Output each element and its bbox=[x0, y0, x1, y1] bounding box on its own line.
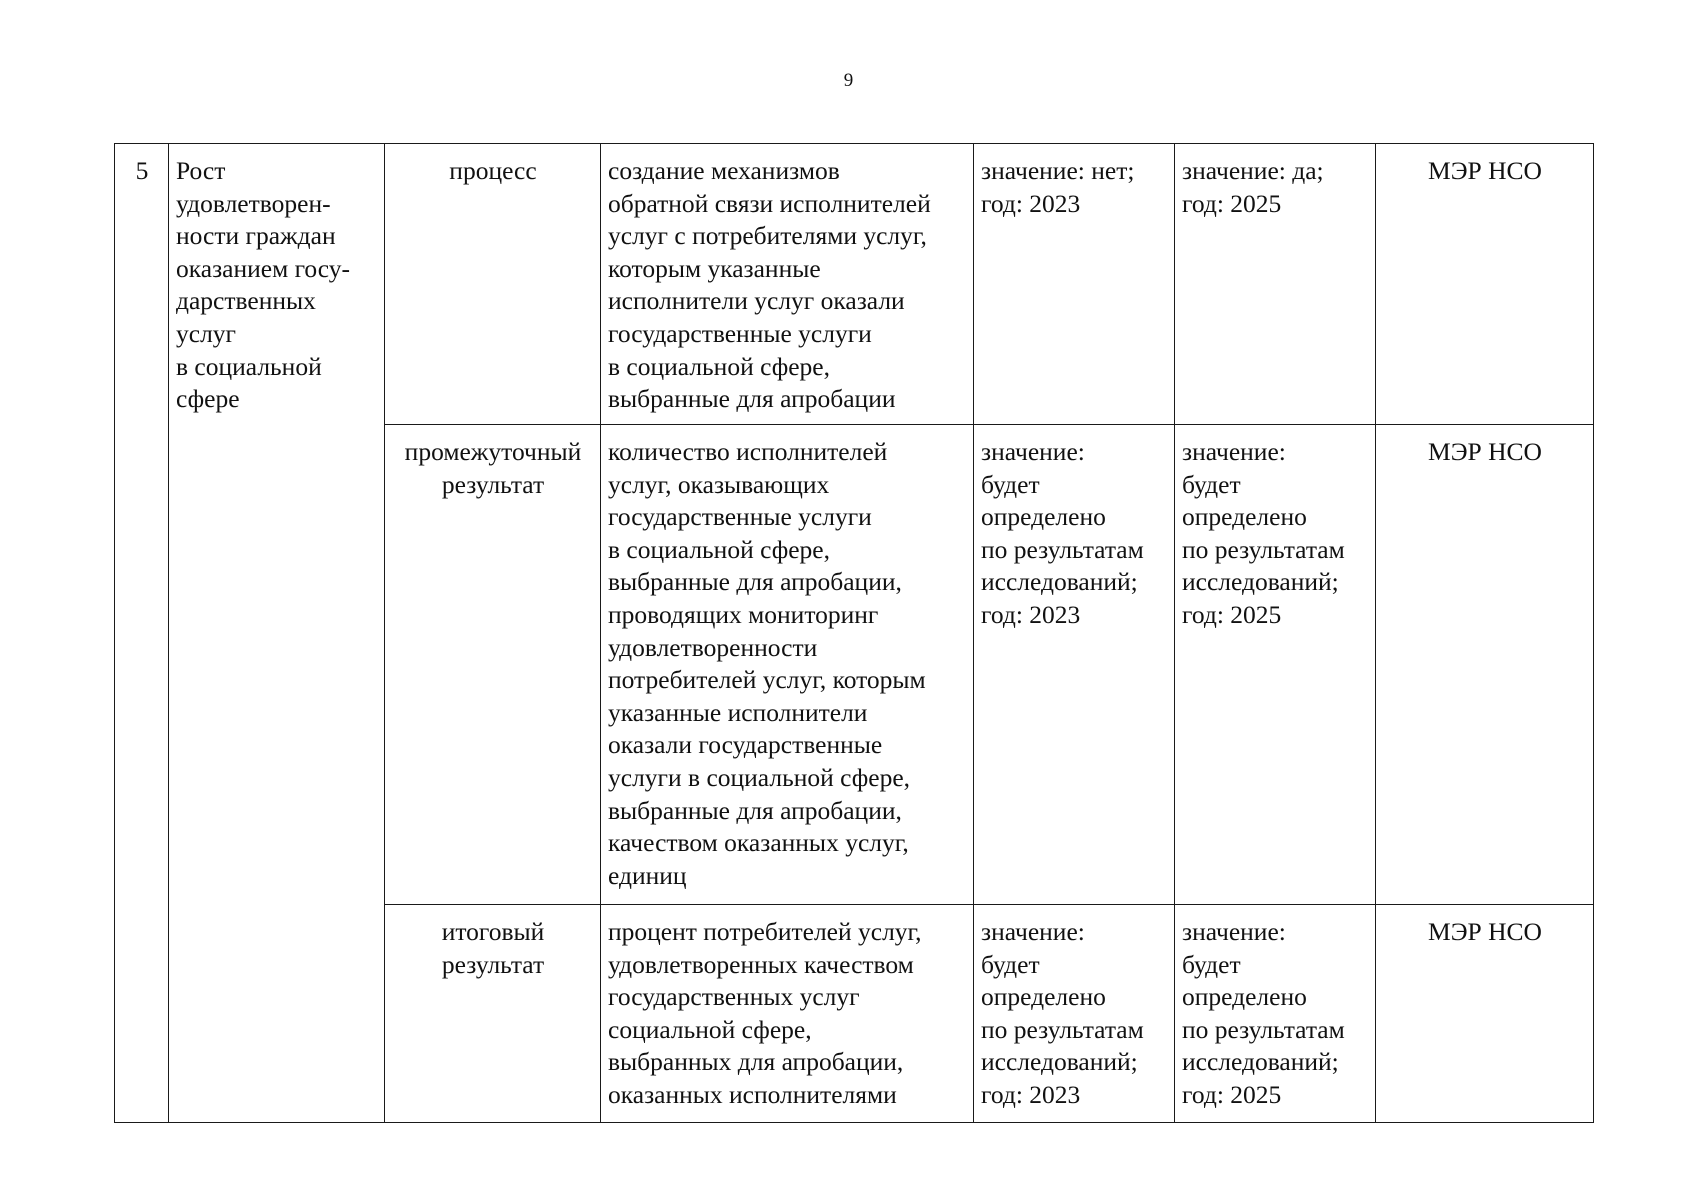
responsible-cell: МЭР НСО bbox=[1376, 144, 1594, 425]
base-value-cell: значение: будет определено по результатам исследований; год: 2023 bbox=[974, 905, 1175, 1123]
table-row bbox=[115, 144, 1594, 425]
base-value-cell: значение: нет; год: 2023 bbox=[974, 144, 1175, 425]
indicators-table bbox=[114, 143, 1594, 1123]
indicator-type-cell: итоговый результат bbox=[385, 905, 601, 1123]
target-value-cell: значение: будет определено по результатам исследований; год: 2025 bbox=[1175, 425, 1376, 905]
indicator-type-cell: процесс bbox=[385, 144, 601, 425]
indicator-description-cell: процент потребителей услуг, удовлетворенных качеством государственных услуг социальной сфере, выбранных для апробации, оказанных исполнителями bbox=[601, 905, 974, 1123]
goal-cell: Рост удовлетворен- ности граждан оказанием госу- дарственных услуг в социальной сфере bbox=[169, 144, 385, 1123]
responsible-cell: МЭР НСО bbox=[1376, 425, 1594, 905]
responsible-cell: МЭР НСО bbox=[1376, 905, 1594, 1123]
indicator-description-cell: количество исполнителей услуг, оказывающих государственные услуги в социальной сфере, выбранные для апробации, проводящих мониторинг удовлетворенности потребителей услуг, которым указанные исполнители оказали государственные услуги в социальной сфере, выбранные для апробации, качеством оказанных услуг, единиц bbox=[601, 425, 974, 905]
target-value-cell: значение: будет определено по результатам исследований; год: 2025 bbox=[1175, 905, 1376, 1123]
base-value-cell: значение: будет определено по результатам исследований; год: 2023 bbox=[974, 425, 1175, 905]
row-number-cell: 5 bbox=[115, 144, 169, 1123]
page-number: 9 bbox=[843, 70, 854, 91]
indicator-type-cell: промежуточный результат bbox=[385, 425, 601, 905]
target-value-cell: значение: да; год: 2025 bbox=[1175, 144, 1376, 425]
indicator-description-cell: создание механизмов обратной связи исполнителей услуг с потребителями услуг, которым указанные исполнители услуг оказали государственные услуги в социальной сфере, выбранные для апробации bbox=[601, 144, 974, 425]
